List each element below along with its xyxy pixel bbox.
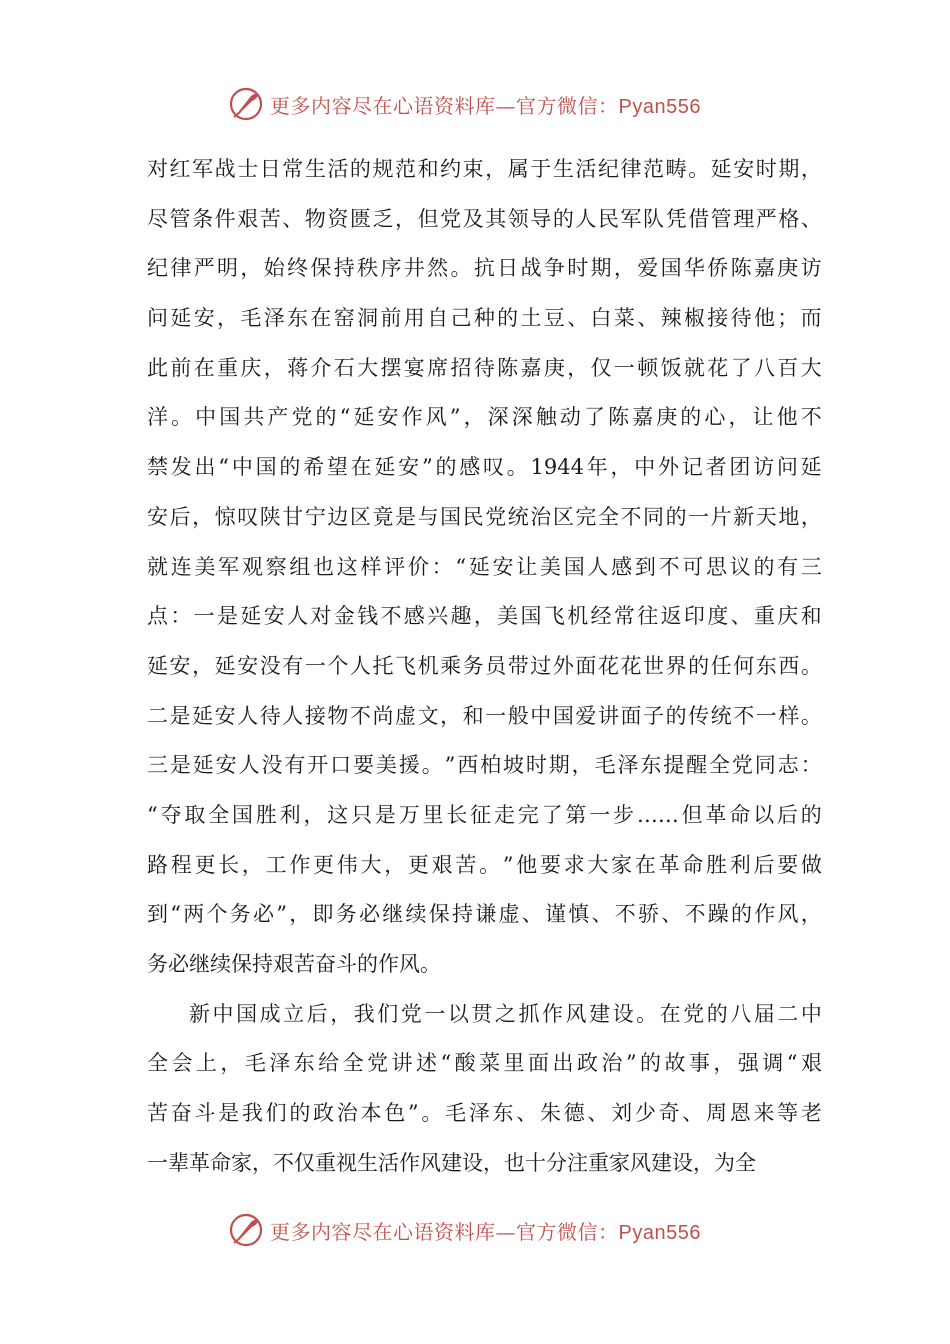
document-body xyxy=(147,145,822,1188)
text-line: 全 会 上 ， 毛 泽 东 给 全 党 讲 述 “ 酸 菜 里 面 出 政 治 ” 的 故 事 ， 强 调 “ 艰 xyxy=(147,1051,822,1076)
text-line: 到 “ 两 个 务 必 ” ， 即 务 必 继 续 保 持 谦 虚 、 谨 慎 、 不 骄 、 不 躁 的 作 风 ， xyxy=(147,902,822,927)
wechat-id: Pyan556 xyxy=(618,95,701,118)
text-line: 一 辈 革 命 家 ， 不 仅 重 视 生 活 作 风 建 设 ， 也 十 分 注 重 家 风 建 设 ， 为 全 xyxy=(147,1150,756,1175)
text-line: 点 ： 一 是 延 安 人 对 金 钱 不 感 兴 趣 ， 美 国 飞 机 经 常 往 返 印 度 、 重 庆 和 xyxy=(147,604,822,629)
quill-logo-icon xyxy=(228,86,264,122)
text-line: 三 是 延 安 人 没 有 开 口 要 美 援 。 ” 西 柏 坡 时 期 ， 毛 泽 东 提 醒 全 党 同 志 ： xyxy=(147,753,822,778)
text-line: 务必继续保持艰苦奋斗的作风。 xyxy=(147,952,441,976)
footer-watermark-banner xyxy=(228,1210,701,1250)
text-line: 延 安 ， 延 安 没 有 一 个 人 托 飞 机 乘 务 员 带 过 外 面 花 花 世 界 的 任 何 东 西 。 xyxy=(147,653,822,678)
text-line: “ 夺 取 全 国 胜 利 ， 这 只 是 万 里 长 征 走 完 了 第 一 步 …… 但 革 命 以 后 的 xyxy=(147,802,822,827)
text-line: 就 连 美 军 观 察 组 也 这 样 评 价 ： “ 延 安 让 美 国 人 感 到 不 可 思 议 的 有 三 xyxy=(147,554,822,579)
text-line: 禁 发 出 “ 中 国 的 希 望 在 延 安 ” 的 感 叹 。 1944 年 ， 中 外 记 者 团 访 问 延 xyxy=(147,455,822,480)
text-line: 此 前 在 重 庆 ， 蒋 介 石 大 摆 宴 席 招 待 陈 嘉 庚 ， 仅 一 顿 饭 就 花 了 八 百 大 xyxy=(147,355,822,380)
text-line: 二 是 延 安 人 待 人 接 物 不 尚 虚 文 ， 和 一 般 中 国 爱 讲 面 子 的 传 统 不 一 样 。 xyxy=(147,703,822,728)
text-line: 苦 奋 斗 是 我 们 的 政 治 本 色 ” 。 毛 泽 东 、 朱 德 、 刘 少 奇 、 周 恩 来 等 老 xyxy=(147,1101,822,1126)
text-line: 对 红 军 战 士 日 常 生 活 的 规 范 和 约 束 ， 属 于 生 活 纪 律 范 畴 。 延 安 时 期 ， xyxy=(147,157,822,181)
text-line: 新 中 国 成 立 后 ， 我 们 党 一 以 贯 之 抓 作 风 建 设 。 在 党 的 八 届 二 中 xyxy=(189,1001,822,1026)
text-line: 安 后 ， 惊 叹 陕 甘 宁 边 区 竟 是 与 国 民 党 统 治 区 完 全 不 同 的 一 片 新 天 地 ， xyxy=(147,504,822,529)
text-line: 问 延 安 ， 毛 泽 东 在 窑 洞 前 用 自 己 种 的 土 豆 、 白 菜 、 辣 椒 接 待 他 ； 而 xyxy=(147,306,822,331)
text-line: 纪 律 严 明 ， 始 终 保 持 秩 序 井 然 。 抗 日 战 争 时 期 ， 爱 国 华 侨 陈 嘉 庚 访 xyxy=(147,256,822,281)
header-watermark-banner xyxy=(228,84,701,124)
banner-text: 更多内容尽在心语资料库—官方微信：Pyan556 xyxy=(270,1219,701,1244)
text-line: 洋 。 中 国 共 产 党 的 “ 延 安 作 风 ” ， 深 深 触 动 了 陈 嘉 庚 的 心 ， 让 他 不 xyxy=(147,405,822,430)
wechat-id: Pyan556 xyxy=(618,1221,701,1244)
quill-logo-icon xyxy=(228,1212,264,1248)
text-line: 尽 管 条 件 艰 苦 、 物 资 匮 乏 ， 但 党 及 其 领 导 的 人 民 军 队 凭 借 管 理 严 格 、 xyxy=(147,206,822,231)
text-line: 路 程 更 长 ， 工 作 更 伟 大 ， 更 艰 苦 。 ” 他 要 求 大 家 在 革 命 胜 利 后 要 做 xyxy=(147,852,822,877)
banner-text: 更多内容尽在心语资料库—官方微信：Pyan556 xyxy=(270,93,701,118)
